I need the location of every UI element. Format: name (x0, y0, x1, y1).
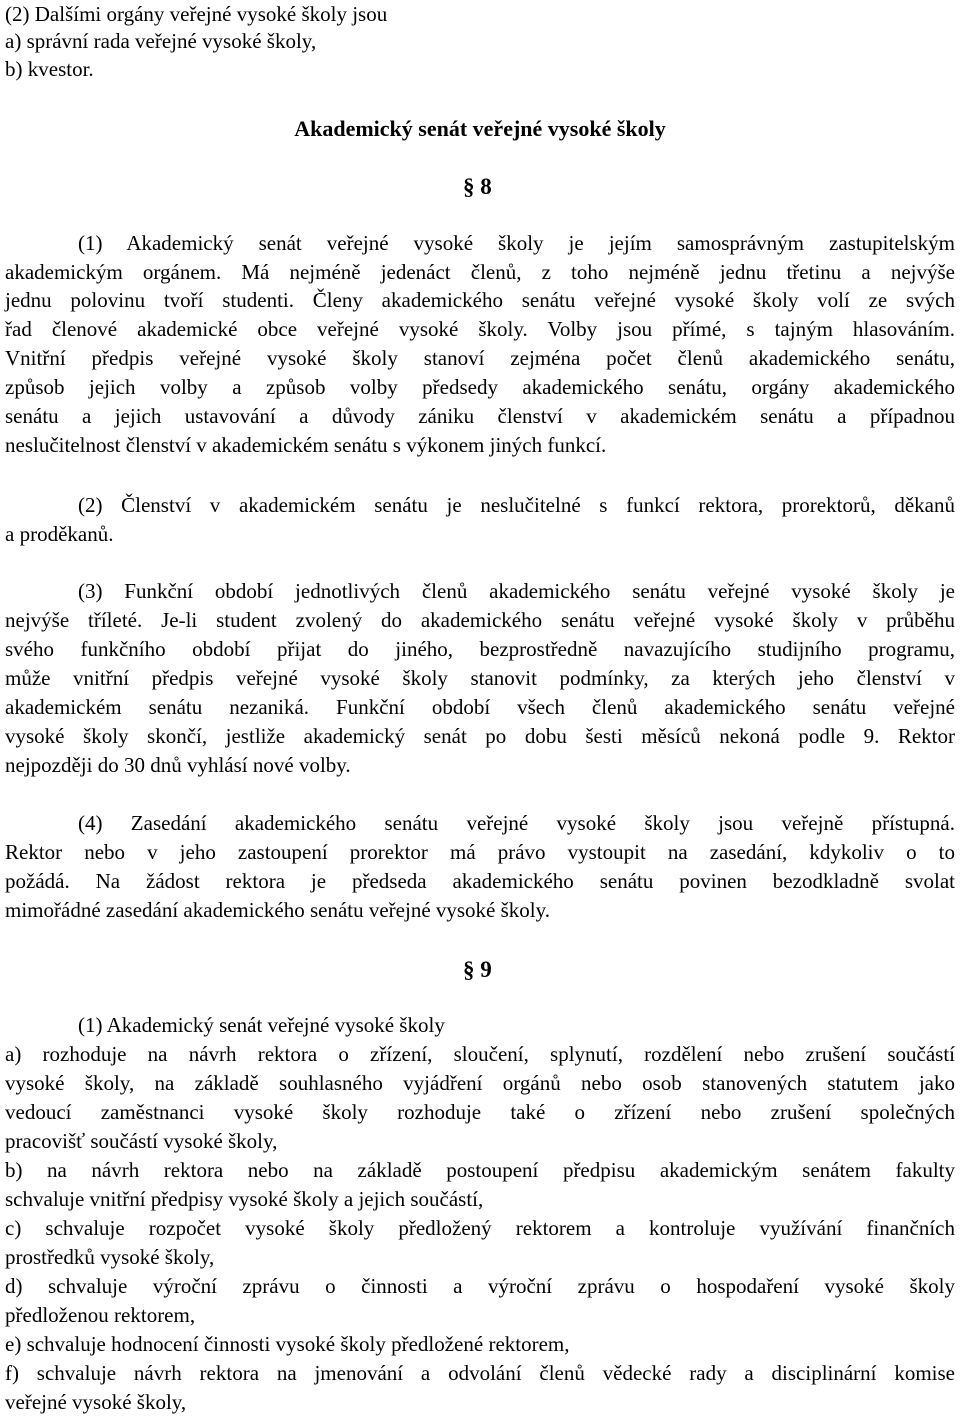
s8-p1-line: způsob jejich volby a způsob volby předsedy akademického senátu, orgány akademického (5, 375, 955, 399)
intro-item-b: b) kvestor. (5, 57, 94, 81)
s8-p3-line: svého funkčního období přijat do jiného, bezprostředně navazujícího studijního programu, (5, 637, 955, 661)
s8-p1-line: jednu polovinu tvoří studenti. Členy akademického senátu veřejné vysoké školy volí ze svých (5, 288, 955, 312)
s9-item-line: prostředků vysoké školy, (5, 1245, 215, 1269)
s8-p1-line: akademickým orgánem. Má nejméně jedenáct členů, z toho nejméně jednu třetinu a nejvýše (5, 260, 955, 284)
s9-item-line: pracovišť součástí vysoké školy, (5, 1129, 278, 1153)
s8-p3-line: nejpozději do 30 dnů vyhlásí nové volby. (5, 753, 351, 777)
s8-p3-line: může vnitřní předpis veřejné vysoké školy stanovit podmínky, za kterých jeho členství v (5, 666, 955, 690)
s8-p3-line: akademickém senátu nezaniká. Funkční období všech členů akademického senátu veřejné (5, 695, 955, 719)
s8-p1-line: (1) Akademický senát veřejné vysoké školy je jejím samosprávným zastupitelským (78, 231, 955, 255)
s9-item-line: a) rozhoduje na návrh rektora o zřízení, sloučení, splynutí, rozdělení nebo zrušení součástí (5, 1042, 955, 1066)
s9-item-line: b) na návrh rektora nebo na základě postoupení předpisu akademickým senátem fakulty (5, 1158, 955, 1182)
s9-item-line: e) schvaluje hodnocení činnosti vysoké školy předložené rektorem, (5, 1332, 570, 1356)
s8-p1-line: senátu a jejich ustavování a důvody zániku členství v akademickém senátu a případnou (5, 404, 955, 428)
s9-item-line: d) schvaluje výroční zprávu o činnosti a výroční zprávu o hospodaření vysoké školy (5, 1274, 955, 1298)
s8-p1-line: neslučitelnost členství v akademickém senátu s výkonem jiných funkcí. (5, 433, 607, 457)
intro-line: (2) Dalšími orgány veřejné vysoké školy jsou (5, 2, 388, 26)
s8-p3-line: vysoké školy skončí, jestliže akademický senát po dobu šesti měsíců nekoná podle 9. Rektor (5, 724, 955, 748)
s8-p4-line: (4) Zasedání akademického senátu veřejné vysoké školy jsou veřejně přístupná. (78, 811, 955, 835)
s9-item-line: veřejné vysoké školy, (5, 1390, 187, 1414)
s9-item-line: schvaluje vnitřní předpisy vysoké školy a jejich součástí, (5, 1187, 484, 1211)
s9-p1-intro: (1) Akademický senát veřejné vysoké školy (78, 1013, 445, 1037)
s9-item-line: předloženou rektorem, (5, 1303, 196, 1327)
s8-p3-line: nejvýše tříleté. Je-li student zvolený do akademického senátu veřejné vysoké školy v průběhu (5, 608, 955, 632)
s8-p4-line: Rektor nebo v jeho zastoupení prorektor má právo vystoupit na zasedání, kdykoliv o to (5, 840, 955, 864)
s8-p2-line: (2) Členství v akademickém senátu je neslučitelné s funkcí rektora, prorektorů, děkanů (78, 493, 955, 517)
section-8-title: § 8 (463, 174, 492, 199)
s8-p3-line: (3) Funkční období jednotlivých členů akademického senátu veřejné vysoké školy je (78, 579, 955, 603)
s9-item-line: vedoucí zaměstnanci vysoké školy rozhoduje také o zřízení nebo zrušení společných (5, 1100, 955, 1124)
s8-p4-line: mimořádné zasedání akademického senátu veřejné vysoké školy. (5, 898, 551, 922)
s8-p2-line: a proděkanů. (5, 522, 114, 546)
s8-p1-line: Vnitřní předpis veřejné vysoké školy stanoví zejména počet členů akademického senátu, (5, 346, 955, 370)
s8-p1-line: řad členové akademické obce veřejné vysoké školy. Volby jsou přímé, s tajným hlasováním. (5, 317, 955, 341)
section-9-title: § 9 (463, 957, 492, 982)
chapter-title: Akademický senát veřejné vysoké školy (294, 116, 666, 141)
intro-item-a: a) správní rada veřejné vysoké školy, (5, 29, 317, 53)
s9-item-line: c) schvaluje rozpočet vysoké školy předložený rektorem a kontroluje využívání finančních (5, 1216, 955, 1240)
s9-item-line: vysoké školy, na základě souhlasného vyjádření orgánů nebo osob stanovených statutem jako (5, 1071, 955, 1095)
s9-item-line: f) schvaluje návrh rektora na jmenování a odvolání členů vědecké rady a disciplinární komise (5, 1361, 955, 1385)
s8-p4-line: požádá. Na žádost rektora je předseda akademického senátu povinen bezodkladně svolat (5, 869, 955, 893)
